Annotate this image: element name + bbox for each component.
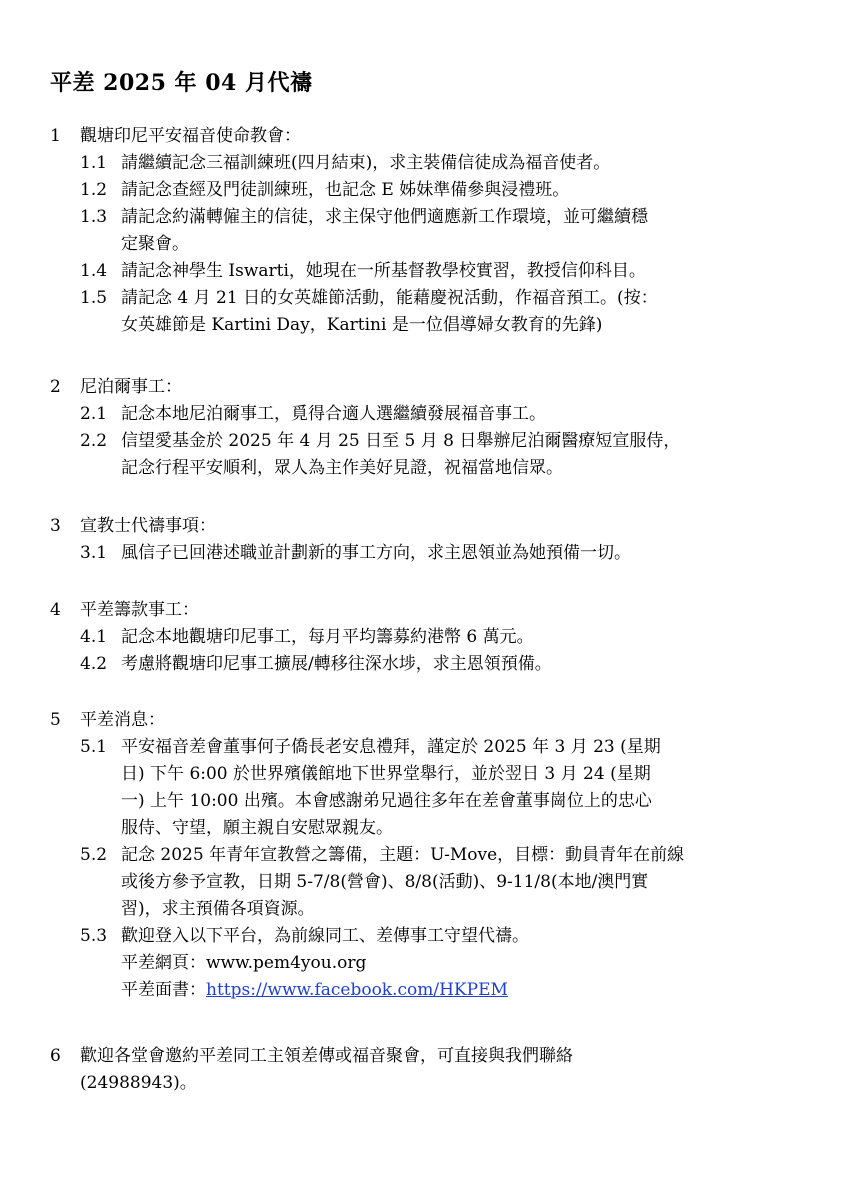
list-item bbox=[80, 150, 810, 177]
item-text: 請記念 4 月 21 日的女英雄節活動，能藉慶祝活動，作福音預工。(按： bbox=[121, 288, 658, 308]
page-title: 平差 2025 年 04 月代禱 bbox=[50, 70, 313, 96]
section-heading bbox=[50, 707, 810, 734]
item-text: 歡迎登入以下平台，為前線同工、差傳事工守望代禱。 bbox=[121, 926, 529, 946]
section-1 bbox=[50, 123, 810, 339]
website-label: 平差網頁： bbox=[121, 953, 206, 973]
section-title: 宣教士代禱事項： bbox=[80, 516, 216, 536]
item-number: 1.5 bbox=[80, 288, 108, 308]
list-item bbox=[80, 177, 810, 204]
item-text: 記念本地尼泊爾事工，覓得合適人選繼續發展福音事工。 bbox=[121, 404, 546, 424]
item-number: 4.1 bbox=[80, 627, 108, 647]
list-item bbox=[80, 401, 810, 428]
item-number: 1.2 bbox=[80, 180, 108, 200]
item-number: 1.3 bbox=[80, 207, 108, 227]
list-item bbox=[80, 540, 810, 567]
item-number: 5.2 bbox=[80, 845, 108, 865]
item-text: 女英雄節是 Kartini Day，Kartini 是一位倡導婦女教育的先鋒) bbox=[121, 315, 603, 335]
section-2 bbox=[50, 374, 810, 482]
item-text: 請記念神學生 Iswarti，她現在一所基督教學校實習，教授信仰科目。 bbox=[121, 261, 646, 281]
item-text: 日) 下午 6:00 於世界殯儀館地下世界堂舉行，並於翌日 3 月 24 (星期 bbox=[121, 764, 651, 784]
list-item bbox=[80, 258, 810, 285]
section-number: 1 bbox=[50, 126, 61, 146]
contact-phone: (24988943)。 bbox=[80, 1073, 197, 1093]
section-4 bbox=[50, 597, 810, 678]
section-heading bbox=[50, 513, 810, 540]
section-heading bbox=[50, 597, 810, 624]
list-item bbox=[80, 428, 810, 482]
list-item bbox=[80, 923, 810, 950]
item-text: 記念 2025 年青年宣教營之籌備，主題：U-Move，目標：動員青年在前線 bbox=[121, 845, 685, 865]
section-number: 4 bbox=[50, 600, 61, 620]
item-number: 1.4 bbox=[80, 261, 108, 281]
facebook-line bbox=[121, 977, 810, 1004]
list-item bbox=[80, 624, 810, 651]
item-number: 2.1 bbox=[80, 404, 108, 424]
item-number: 3.1 bbox=[80, 543, 108, 563]
item-text: 風信子已回港述職並計劃新的事工方向，求主恩領並為她預備一切。 bbox=[121, 543, 631, 563]
section-title: 平差消息： bbox=[80, 710, 165, 730]
list-item bbox=[80, 842, 810, 923]
section-number: 5 bbox=[50, 710, 61, 730]
item-text: 服侍、守望，願主親自安慰眾親友。 bbox=[121, 818, 393, 838]
website-line bbox=[121, 950, 810, 977]
facebook-link[interactable]: https://www.facebook.com/HKPEM bbox=[206, 980, 508, 1000]
item-text: 考慮將觀塘印尼事工擴展/轉移往深水埗，求主恩領預備。 bbox=[121, 654, 552, 674]
section-6 bbox=[50, 1043, 810, 1097]
section-title: 平差籌款事工： bbox=[80, 600, 199, 620]
item-text: 平安福音差會董事何子僑長老安息禮拜，謹定於 2025 年 3 月 23 (星期 bbox=[121, 737, 661, 757]
section-title: 尼泊爾事工： bbox=[80, 377, 182, 397]
item-number: 1.1 bbox=[80, 153, 108, 173]
item-text: 請記念查經及門徒訓練班，也記念 E 姊妹準備參與浸禮班。 bbox=[121, 180, 570, 200]
item-text: 請記念約滿轉僱主的信徒，求主保守他們適應新工作環境，並可繼續穩 bbox=[121, 207, 648, 227]
section-number: 6 bbox=[50, 1046, 61, 1066]
website-link[interactable]: www.pem4you.org bbox=[206, 953, 367, 973]
section-title: 觀塘印尼平安福音使命教會： bbox=[80, 126, 301, 146]
item-number: 5.1 bbox=[80, 737, 108, 757]
section-heading bbox=[50, 374, 810, 401]
section-number: 2 bbox=[50, 377, 61, 397]
list-item bbox=[80, 734, 810, 842]
item-text: 信望愛基金於 2025 年 4 月 25 日至 5 月 8 日舉辦尼泊爾醫療短宣服侍， bbox=[121, 431, 681, 451]
list-item bbox=[80, 285, 810, 339]
section-title: 歡迎各堂會邀約平差同工主領差傳或福音聚會，可直接與我們聯絡 bbox=[80, 1046, 573, 1066]
section-number: 3 bbox=[50, 516, 61, 536]
item-number: 4.2 bbox=[80, 654, 108, 674]
item-text: 記念行程平安順利，眾人為主作美好見證，祝福當地信眾。 bbox=[121, 458, 563, 478]
section-3 bbox=[50, 513, 810, 567]
list-item bbox=[80, 204, 810, 258]
item-number: 5.3 bbox=[80, 926, 108, 946]
list-item bbox=[80, 651, 810, 678]
item-text: 定聚會。 bbox=[121, 234, 189, 254]
section-5 bbox=[50, 707, 810, 1004]
item-text: 習)，求主預備各項資源。 bbox=[121, 899, 315, 919]
facebook-label: 平差面書： bbox=[121, 980, 206, 1000]
item-number: 2.2 bbox=[80, 431, 108, 451]
item-text: 請繼續記念三福訓練班(四月結束)，求主裝備信徒成為福音使者。 bbox=[121, 153, 611, 173]
section-heading bbox=[50, 1043, 810, 1070]
item-text: 記念本地觀塘印尼事工，每月平均籌募約港幣 6 萬元。 bbox=[121, 627, 534, 647]
item-text: 或後方參予宣教，日期 5-7/8(營會)、8/8(活動)、9-11/8(本地/澳門實 bbox=[121, 872, 649, 892]
section-heading bbox=[50, 123, 810, 150]
item-text: 一) 上午 10:00 出殯。本會感謝弟兄過往多年在差會董事崗位上的忠心 bbox=[121, 791, 652, 811]
